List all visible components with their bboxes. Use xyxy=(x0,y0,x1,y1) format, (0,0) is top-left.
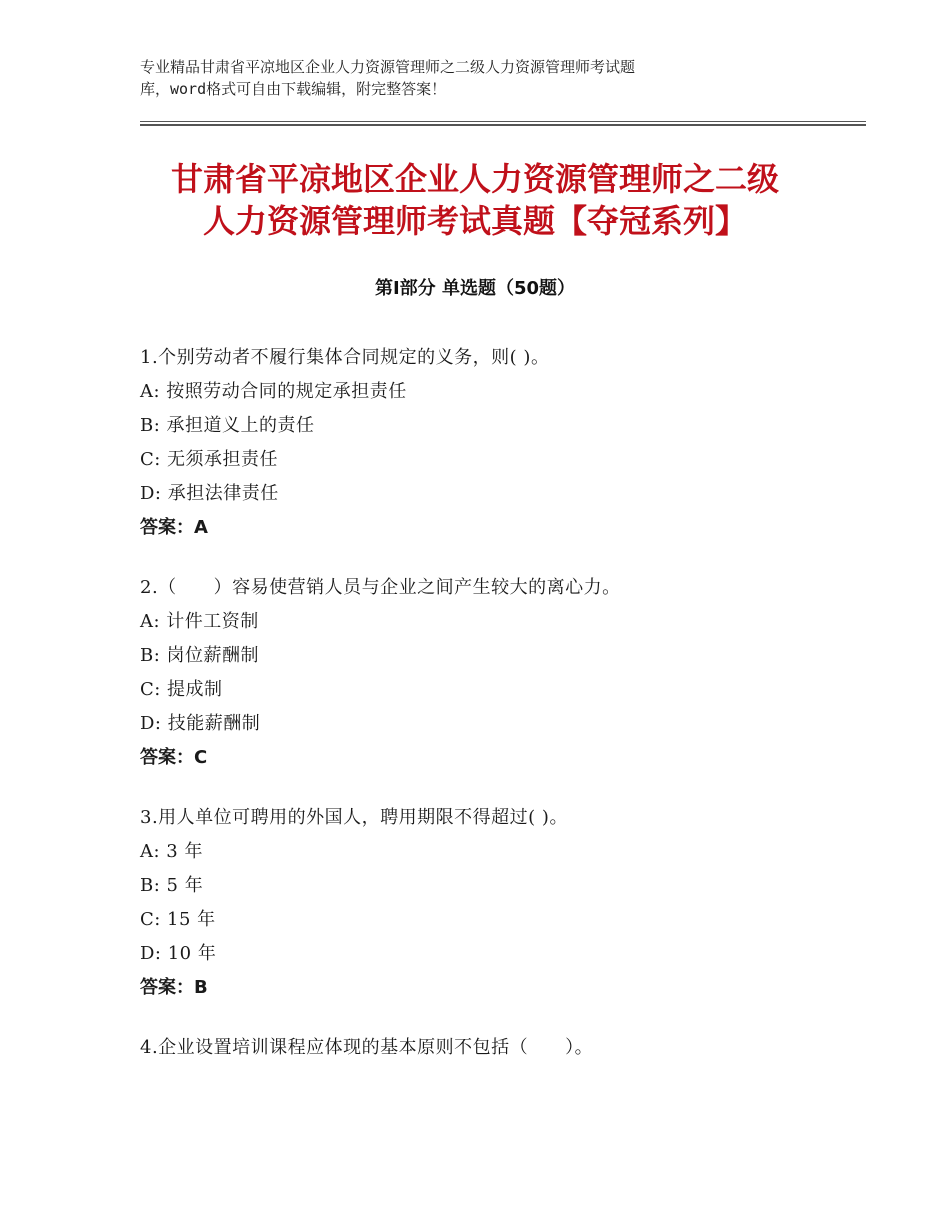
question-3 xyxy=(140,801,860,1005)
option-c: C: 15 年 xyxy=(140,909,216,930)
option-b: B: 承担道义上的责任 xyxy=(140,415,315,436)
question-2 xyxy=(140,571,860,775)
option-b: B: 5 年 xyxy=(140,875,204,896)
question-stem: 4.企业设置培训课程应体现的基本原则不包括（ ）。 xyxy=(140,1037,594,1058)
question-list xyxy=(140,341,860,1091)
option-d: D: 10 年 xyxy=(140,943,217,964)
question-stem: 1.个别劳动者不履行集体合同规定的义务，则( )。 xyxy=(140,347,550,368)
option-a: A: 按照劳动合同的规定承担责任 xyxy=(140,381,407,402)
option-c: C: 提成制 xyxy=(140,679,223,700)
option-c: C: 无须承担责任 xyxy=(140,449,279,470)
document-title-line-2: 人力资源管理师考试真题【夺冠系列】 xyxy=(202,202,747,240)
option-d: D: 技能薪酬制 xyxy=(140,713,261,734)
document-title xyxy=(100,158,850,242)
header-note-line-1: 专业精品甘肃省平凉地区企业人力资源管理师之二级人力资源管理师考试题 xyxy=(140,58,636,76)
document-title-line-1: 甘肃省平凉地区企业人力资源管理师之二级 xyxy=(170,160,779,198)
header-divider-thick xyxy=(140,124,866,126)
section-heading: 第Ⅰ部分 单选题（50题） xyxy=(374,278,575,299)
option-a: A: 计件工资制 xyxy=(140,611,259,632)
question-1 xyxy=(140,341,860,545)
header-note xyxy=(140,56,780,100)
answer: 答案：C xyxy=(140,747,208,768)
header-divider-thin xyxy=(140,121,866,122)
answer: 答案：B xyxy=(140,977,208,998)
option-b: B: 岗位薪酬制 xyxy=(140,645,260,666)
question-4 xyxy=(140,1031,860,1065)
question-stem: 2.（ ）容易使营销人员与企业之间产生较大的离心力。 xyxy=(140,577,621,598)
option-d: D: 承担法律责任 xyxy=(140,483,279,504)
answer: 答案：A xyxy=(140,517,208,538)
question-stem: 3.用人单位可聘用的外国人，聘用期限不得超过( )。 xyxy=(140,807,568,828)
option-a: A: 3 年 xyxy=(140,841,203,862)
header-note-line-2: 库，word格式可自由下载编辑，附完整答案！ xyxy=(140,80,447,98)
